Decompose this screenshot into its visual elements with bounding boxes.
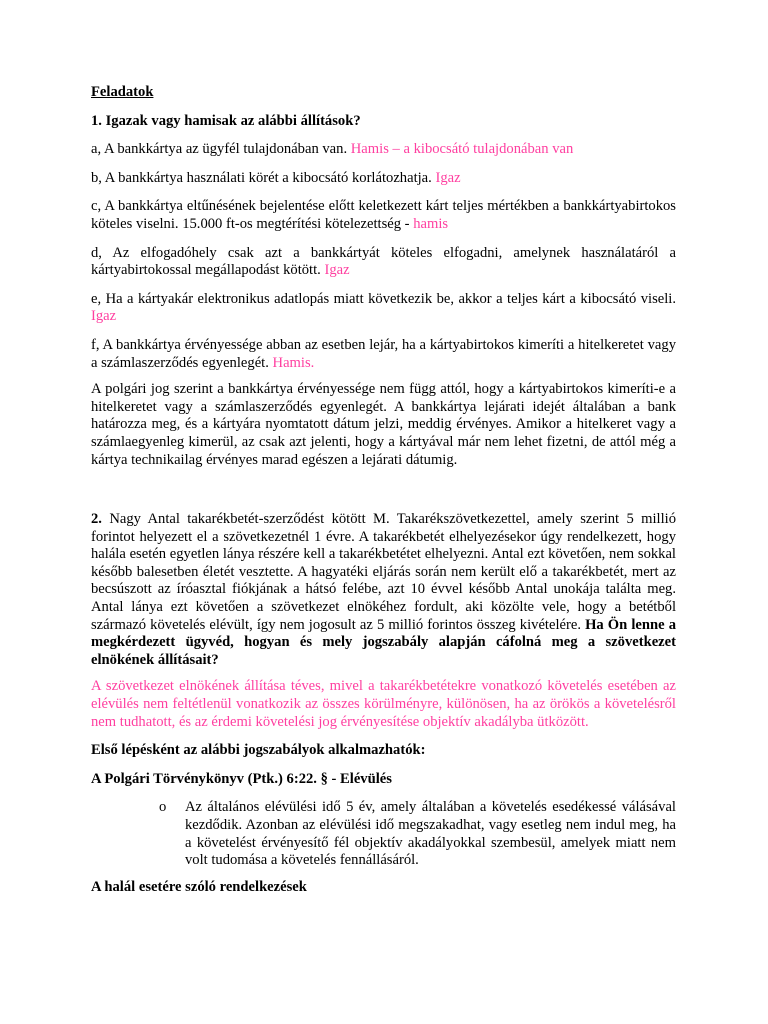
question-2-paragraph bbox=[91, 511, 676, 669]
statement-a-text: a, A bankkártya az ügyfél tulajdonában van. bbox=[91, 141, 351, 158]
statement-d-answer: Igaz bbox=[324, 262, 350, 279]
question-2-question: Ha Ön lenne a megkérdezett ügyvéd, hogyan és mely jogszabály alapján cáfolná meg a szövetkezet elnökének állításait? bbox=[91, 616, 676, 668]
statement-e-answer: Igaz bbox=[91, 308, 117, 325]
statement-a bbox=[91, 141, 676, 159]
first-step-heading: Első lépésként az alábbi jogszabályok alkalmazhatók: bbox=[91, 742, 426, 759]
statement-b bbox=[91, 170, 676, 188]
question-2-answer: A szövetkezet elnökének állítása téves, mivel a takarékbetétekre vonatkozó követelés esetében az elévülés nem feltétlenül vonatkozik az összes körülményre, különösen, ha az örökös a követelésről nem tudhatott, és az érdemi követelési jog érvényesítése objektív akadályba ütközött. bbox=[91, 678, 676, 730]
question-2-number: 2. bbox=[91, 511, 102, 528]
statement-c-text: c, A bankkártya eltűnésének bejelentése előtt keletkezett kárt teljes mértékben a bankkártyabirtokos köteles viselni. 15.000 ft-os megtérítési kötelezettség - bbox=[91, 198, 676, 232]
document-page bbox=[91, 84, 676, 896]
bullet-marker: o bbox=[159, 799, 167, 816]
statement-b-text: b, A bankkártya használati körét a kibocsátó korlátozhatja. bbox=[91, 169, 436, 186]
section-title: A halál esetére szóló rendelkezések bbox=[91, 878, 307, 895]
statement-f-answer: Hamis. bbox=[272, 354, 315, 371]
statement-d-text: d, Az elfogadóhely csak azt a bankkártyát köteles elfogadni, amelynek használatáról a kártyabirtokossal megállapodást kötött. bbox=[91, 244, 676, 279]
statement-a-answer: Hamis – a kibocsátó tulajdonában van bbox=[350, 141, 574, 158]
question-1-title: 1. Igazak vagy hamisak az alábbi állítások? bbox=[91, 112, 361, 129]
statement-e bbox=[91, 291, 676, 326]
statement-b-answer: Igaz bbox=[435, 169, 461, 186]
statement-f-text: f, A bankkártya érvényessége abban az esetben lejár, ha a kártyabirtokos kimeríti a hitelkeretet vagy a számlaszerződés egyenlegét. bbox=[91, 336, 676, 371]
statement-e-text: e, Ha a kártyakár elektronikus adatlopás miatt következik be, akkor a teljes kárt a kibocsátó viseli. bbox=[91, 290, 676, 307]
bullet-text: Az általános elévülési idő 5 év, amely általában a követelés esedékessé válásával kezdődik. Azonban az elévülési idő megszakadhat, vagy esetleg nem indul meg, ha a követelést érvényesítő fél objektív akadályokkal szembesül, amelyek miatt nem volt tudomása a követelés fennállásáról. bbox=[185, 799, 676, 869]
statement-c-answer: hamis bbox=[413, 215, 449, 232]
heading: Feladatok bbox=[91, 84, 154, 100]
statement-d bbox=[91, 245, 676, 280]
explanation-paragraph: A polgári jog szerint a bankkártya érvényessége nem függ attól, hogy a kártyabirtokos kimeríti-e a hitelkeretet vagy a számlaszerződés egyenlegét. A bankkártya lejárati idejét általában a bank határozza meg, és a kártyára nyomtatott dátum jelzi, meddig érvényes. Amikor a hitelkeret vagy a számlaegyenleg kimerül, az csak azt jelenti, hogy a kártyával már nem lehet fizetni, de attól még a kártya technikailag érvényes marad egészen a lejárati dátumig. bbox=[91, 381, 676, 468]
statement-c bbox=[91, 198, 676, 233]
bullet-list-item bbox=[91, 799, 676, 869]
law-title: A Polgári Törvénykönyv (Ptk.) 6:22. § - Elévülés bbox=[91, 770, 392, 787]
question-2-text: Nagy Antal takarékbetét-szerződést kötött M. Takarékszövetkezettel, amely szerint 5 millió forintot helyezett el a szövetkezetnél 1 évre. A takarékbetét elhelyezésekor úgy rendelkezett, hogy halála esetén egyetlen lánya részére kell a takarékbetétet elhelyezni. Antal ezt követően, nem sokkal később balesetben életét vesztette. A hagyatéki eljárás során nem került elő a takarékbetét, mert az becsúszott az íróasztal fiókjának a hátsó felébe, azt 10 évvel később Antal unokája találta meg. Antal lánya ezt követően a szövetkezet elnökéhez fordult, aki közölte vele, hogy a betétből származó követelés elévült, így nem jogosult az 5 millió forintos összeg kivételére. bbox=[91, 511, 676, 633]
statement-f bbox=[91, 337, 676, 372]
